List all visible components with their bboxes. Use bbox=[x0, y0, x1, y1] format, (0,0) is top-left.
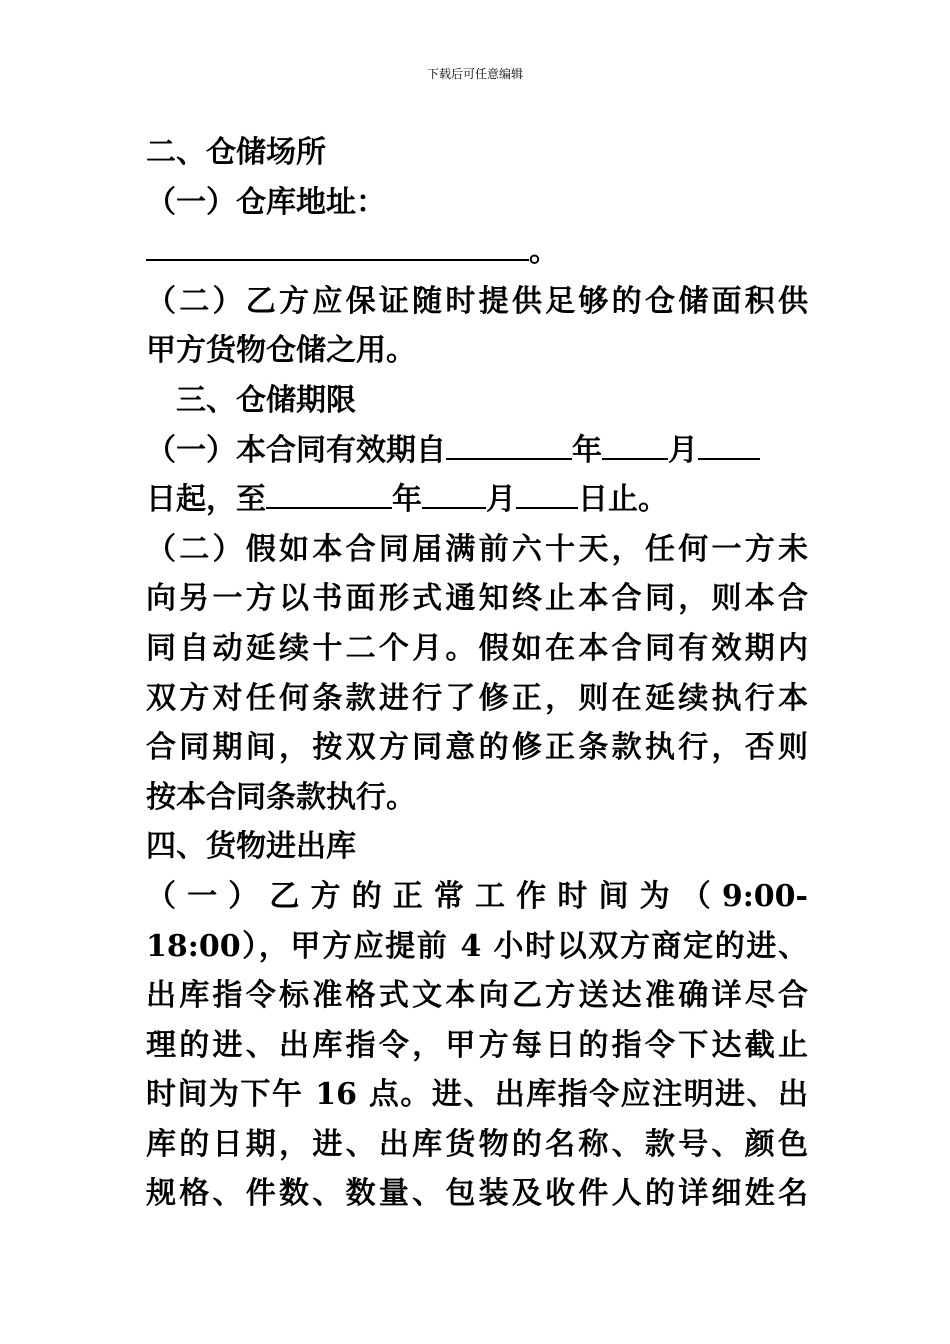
address-blank-line-2 bbox=[146, 227, 529, 261]
section-title-goods-in-out: 四、货物进出库 bbox=[146, 829, 356, 865]
clause-working-hours-line7: 规格、件数、数量、包装及收件人的详细姓名 bbox=[146, 1176, 808, 1212]
year-label: 年 bbox=[572, 432, 602, 468]
day-end-text: 日止。 bbox=[578, 482, 668, 518]
clause-end-mark: 。 bbox=[529, 234, 559, 270]
start-month-blank bbox=[602, 426, 668, 460]
clause-renewal-line4: 双方对任何条款进行了修正，则在延续执行本 bbox=[146, 680, 808, 716]
clause-warehouse-address bbox=[146, 178, 808, 228]
clause-validity-line1 bbox=[146, 426, 808, 476]
validity-text: （一）本合同有效期自 bbox=[146, 432, 446, 468]
clause-storage-area-line1: （二）乙方应保证随时提供足够的仓储面积供 bbox=[146, 283, 808, 319]
clause-warehouse-address-cont bbox=[146, 227, 808, 277]
month-label-2: 月 bbox=[486, 482, 516, 518]
month-label: 月 bbox=[668, 432, 698, 468]
document-body bbox=[146, 128, 808, 1219]
start-day-blank bbox=[698, 426, 760, 460]
clause-working-hours-line4: 理的进、出库指令，甲方每日的指令下达截止 bbox=[146, 1027, 808, 1063]
clause-renewal-line5: 合同期间，按双方同意的修正条款执行，否则 bbox=[146, 730, 808, 766]
clause-renewal-line3: 同自动延续十二个月。假如在本合同有效期内 bbox=[146, 630, 808, 666]
end-year-blank bbox=[266, 475, 392, 509]
clause-storage-area-line2: 甲方货物仓储之用。 bbox=[146, 333, 416, 369]
clause-label: （一）仓库地址： bbox=[146, 184, 386, 220]
clause-working-hours-line1: （一）乙方的正常工作时间为（9:00- bbox=[146, 878, 808, 914]
section-title-storage-place: 二、仓储场所 bbox=[146, 135, 326, 170]
end-month-blank bbox=[422, 475, 486, 509]
clause-working-hours-line6: 库的日期，进、出库货物的名称、款号、颜色 bbox=[146, 1126, 808, 1162]
clause-renewal-line2: 向另一方以书面形式通知终止本合同，则本合 bbox=[146, 581, 808, 617]
day-start-text: 日起，至 bbox=[146, 482, 266, 518]
clause-validity-line2 bbox=[146, 475, 808, 525]
page-header: 下载后可任意编辑 bbox=[426, 67, 523, 81]
clause-working-hours-line2: 18:00），甲方应提前 4 小时以双方商定的进、 bbox=[146, 928, 808, 964]
end-day-blank bbox=[516, 475, 578, 509]
start-year-blank bbox=[446, 426, 572, 460]
address-blank-line bbox=[441, 210, 808, 228]
clause-renewal-line1: （二）假如本合同届满前六十天，任何一方未 bbox=[146, 531, 808, 567]
section-title-storage-period: 三、仓储期限 bbox=[176, 382, 356, 418]
year-label-2: 年 bbox=[392, 482, 422, 518]
clause-working-hours-line3: 出库指令标准格式文本向乙方送达准确详尽合 bbox=[146, 978, 808, 1014]
clause-working-hours-line5: 时间为下午 16 点。进、出库指令应注明进、出 bbox=[146, 1077, 808, 1113]
clause-renewal-line6: 按本合同条款执行。 bbox=[146, 779, 416, 815]
